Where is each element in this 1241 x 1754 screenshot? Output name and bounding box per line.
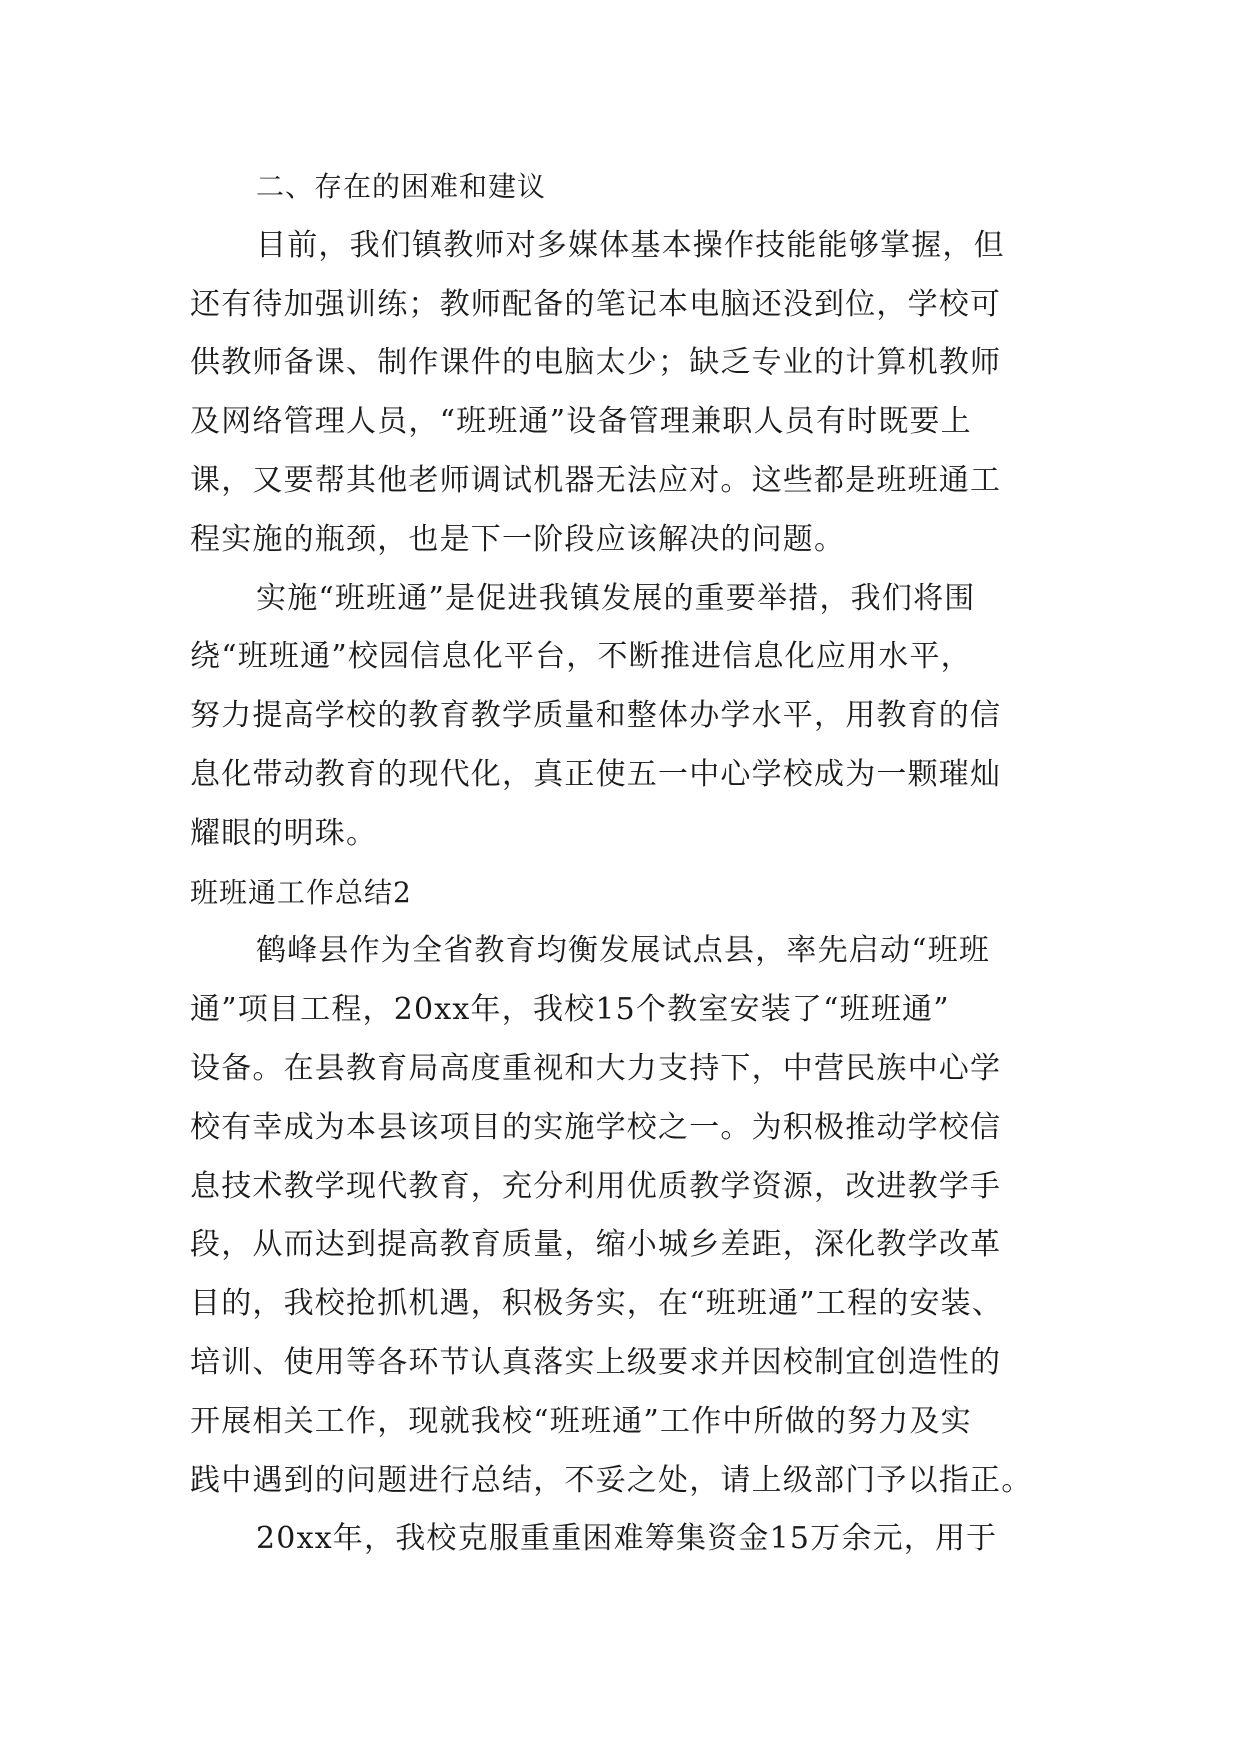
section-heading: 二、存在的困难和建议 [256,170,547,203]
paragraph-line: 20xx年，我校克服重重困难筹集资金15万余元，用于 [256,1521,998,1557]
paragraph-line: 努力提高学校的教育教学质量和整体办学水平，用教育的信 [190,698,1002,734]
paragraph-line: 课，又要帮其他老师调试机器无法应对。这些都是班班通工 [190,462,1002,498]
paragraph-hefeng [190,922,1070,1510]
paragraph-implementation [190,570,1070,864]
paragraph-line: 目的，我校抢抓机遇，积极务实，在“班班通”工程的安装、 [190,1286,1004,1322]
paragraph-line: 目前，我们镇教师对多媒体基本操作技能能够掌握，但 [256,227,1005,263]
paragraph-line: 培训、使用等各环节认真落实上级要求并因校制宜创造性的 [190,1344,1002,1380]
paragraph-line: 践中遇到的问题进行总结，不妥之处，请上级部门予以指正。 [190,1462,1033,1498]
paragraph-line: 段，从而达到提高教育质量，缩小城乡差距，深化教学改革 [190,1227,1002,1263]
paragraph-line: 校有幸成为本县该项目的实施学校之一。为积极推动学校信 [190,1109,1002,1145]
document-body [190,158,1070,1569]
paragraph-line: 程实施的瓶颈，也是下一阶段应该解决的问题。 [190,521,846,557]
paragraph-line: 鹤峰县作为全省教育均衡发展试点县，率先启动“班班 [256,933,991,969]
paragraph-line: 供教师备课、制作课件的电脑太少；缺乏专业的计算机教师 [190,345,1002,381]
document-title-2: 班班通工作总结2 [190,875,412,909]
paragraph-line: 息技术教学现代教育，充分利用优质教学资源，改进教学手 [190,1168,1002,1204]
paragraph-line: 绕“班班通”校园信息化平台，不断推进信息化应用水平， [190,639,972,675]
paragraph-line: 及网络管理人员，“班班通”设备管理兼职人员有时既要上 [190,404,972,440]
paragraph-line: 实施“班班通”是促进我镇发展的重要举措，我们将围 [256,580,976,616]
paragraph-line: 通”项目工程，20xx年，我校15个教室安装了“班班通” [190,992,950,1028]
paragraph-difficulties [190,217,1070,570]
paragraph-funding [190,1510,1070,1569]
paragraph-line: 耀眼的明珠。 [190,815,378,851]
paragraph-line: 开展相关工作，现就我校“班班通”工作中所做的努力及实 [190,1403,972,1439]
paragraph-line: 还有待加强训练；教师配备的笔记本电脑还没到位，学校可 [190,286,1002,322]
paragraph-line: 息化带动教育的现代化，真正使五一中心学校成为一颗璀灿 [190,756,1002,792]
paragraph-line: 设备。在县教育局高度重视和大力支持下，中营民族中心学 [190,1050,1002,1086]
